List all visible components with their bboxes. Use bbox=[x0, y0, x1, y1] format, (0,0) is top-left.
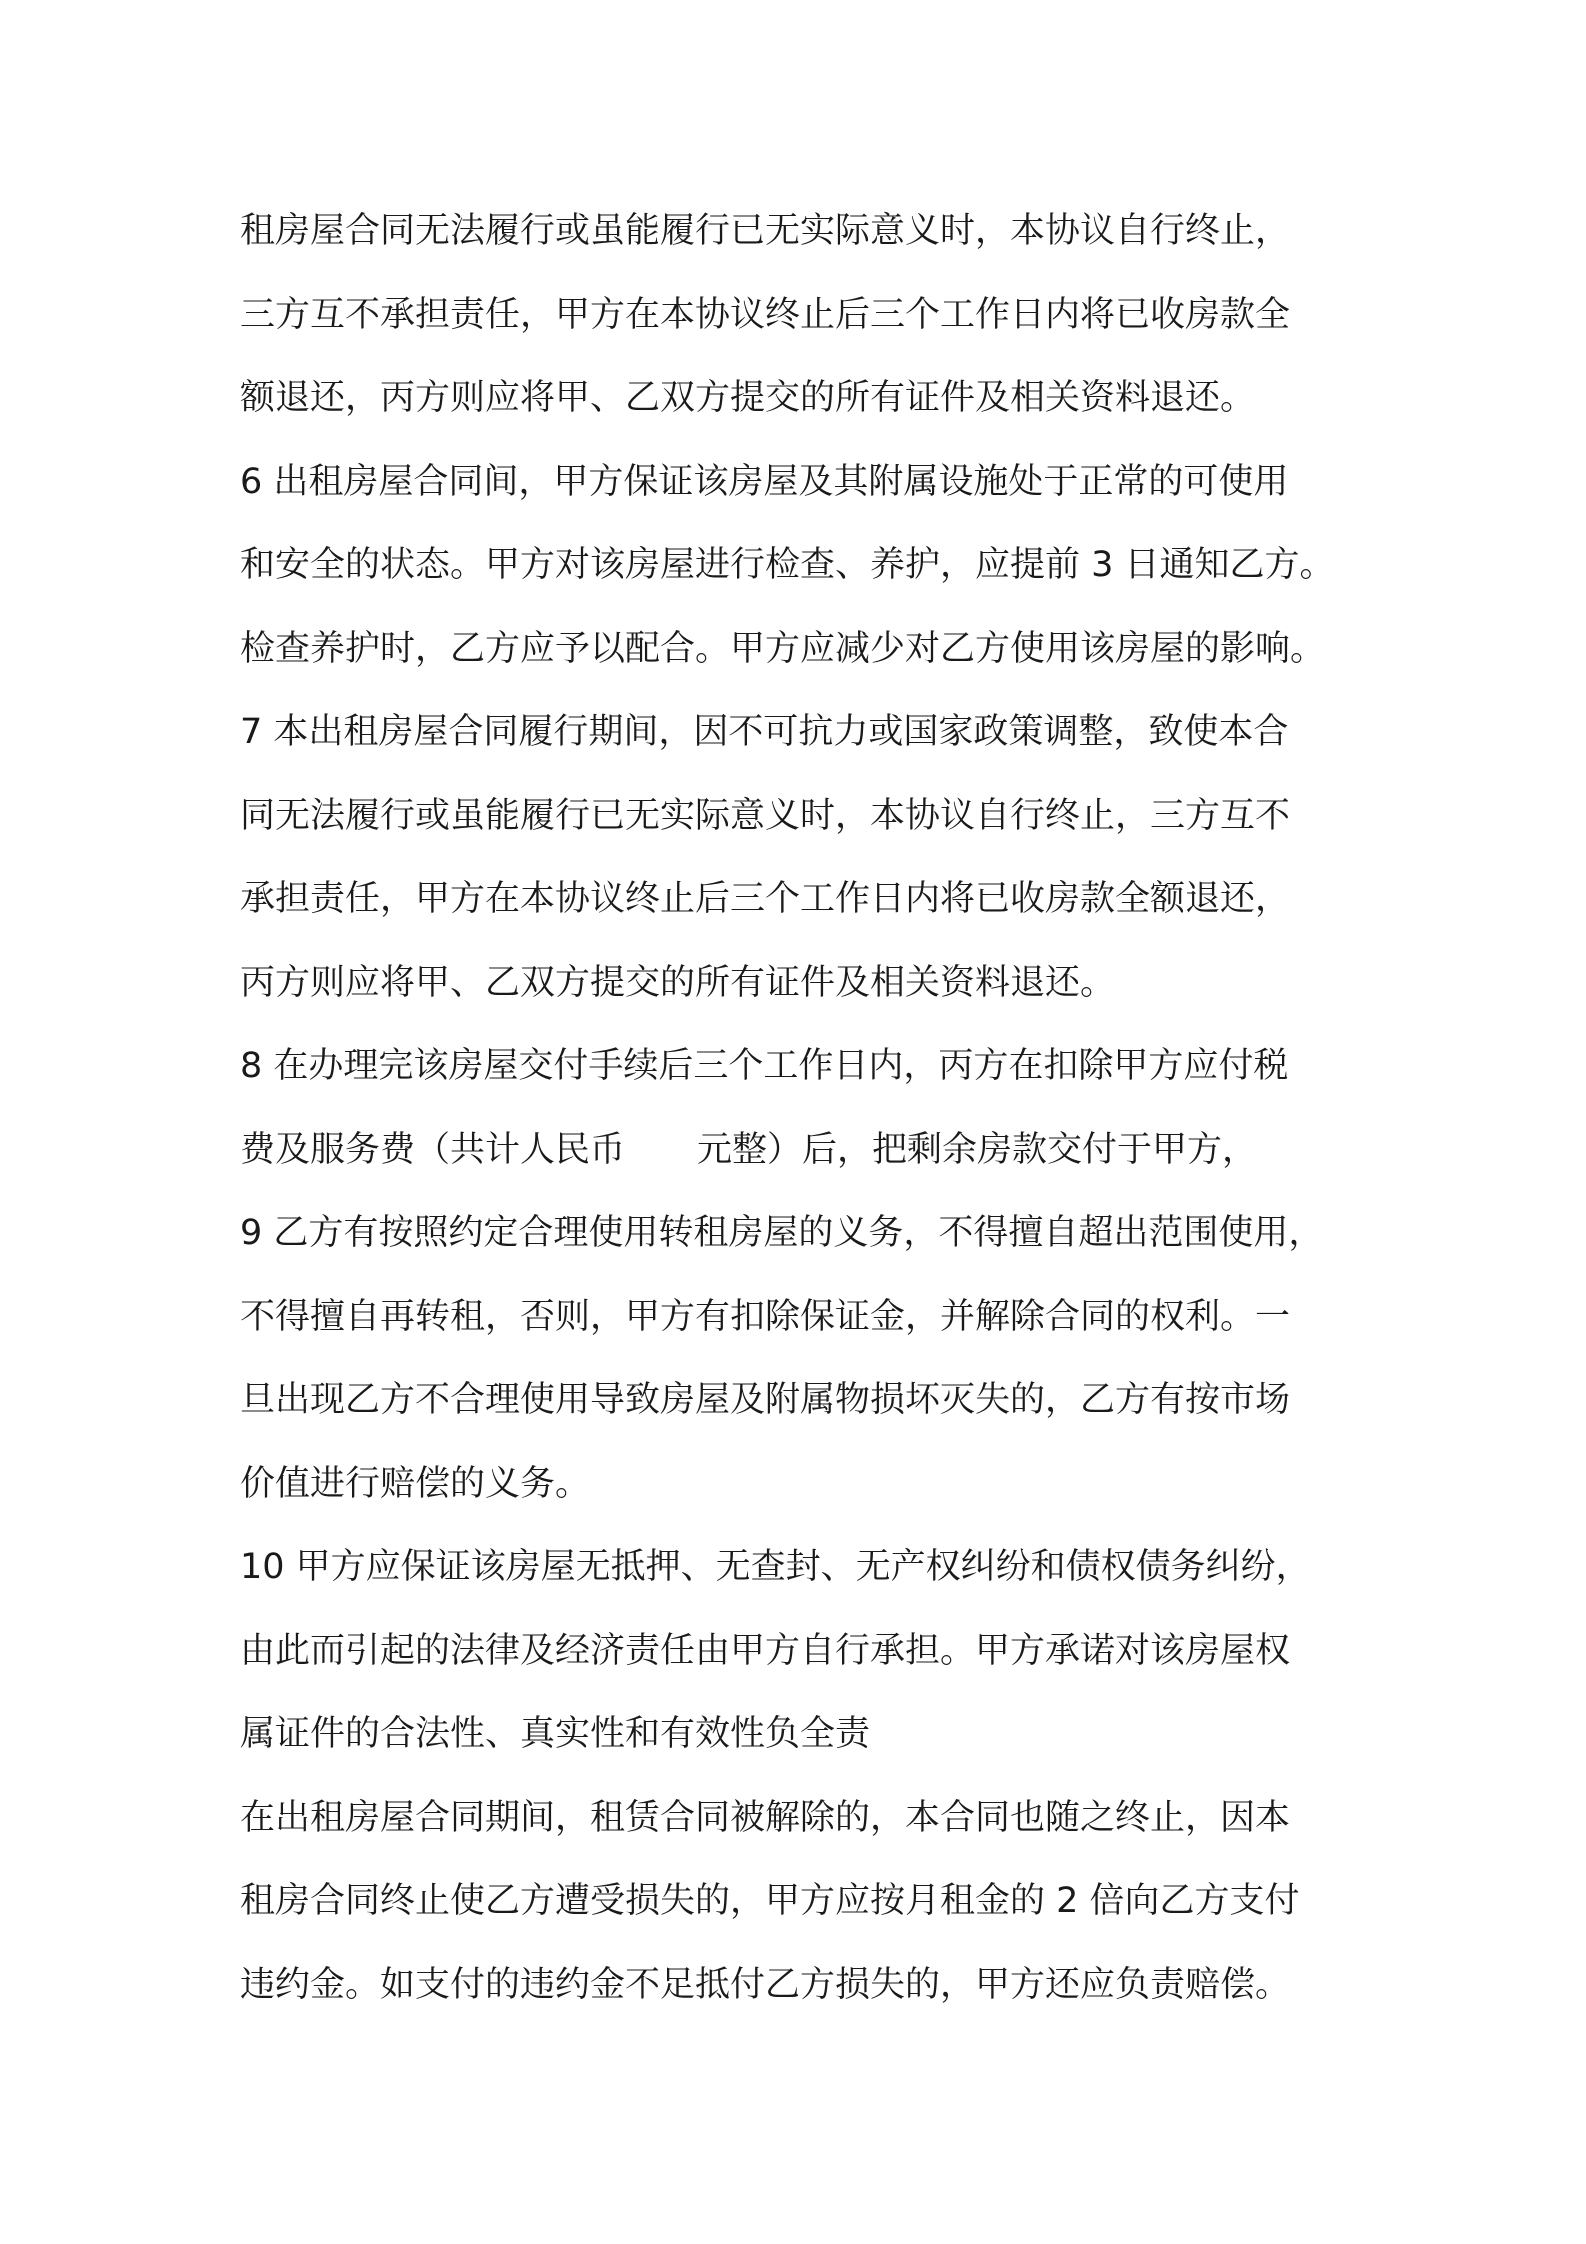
clause-7-line-2: 同无法履行或虽能履行已无实际意义时，本协议自行终止，三方互不 bbox=[240, 795, 1291, 836]
clause-6-line-2: 和安全的状态。甲方对该房屋进行检查、养护，应提前 3 日通知乙方。 bbox=[240, 545, 1335, 585]
clause-10-line-3: 属证件的合法性、真实性和有效性负全责 bbox=[240, 1714, 871, 1754]
text-line-2: 三方互不承担责任，甲方在本协议终止后三个工作日内将已收房款全 bbox=[240, 294, 1291, 335]
clause-9-line-2: 不得擅自再转租，否则，甲方有扣除保证金，并解除合同的权利。一 bbox=[240, 1296, 1291, 1337]
termination-line-3: 违约金。如支付的违约金不足抵付乙方损失的，甲方还应负责赔偿。 bbox=[240, 1964, 1291, 2005]
fee-text-after: 元整）后，把剩余房款交付于甲方， bbox=[697, 1129, 1258, 1170]
clause-7-line-3: 承担责任，甲方在本协议终止后三个工作日内将已收房款全额退还， bbox=[240, 879, 1291, 919]
clause-9-line-4: 价值进行赔偿的义务。 bbox=[240, 1463, 591, 1504]
clause-10-line-2: 由此而引起的法律及经济责任由甲方自行承担。甲方承诺对该房屋权 bbox=[240, 1630, 1291, 1671]
termination-line-2: 租房合同终止使乙方遭受损失的，甲方应按月租金的 2 倍向乙方支付 bbox=[240, 1881, 1300, 1921]
clause-6-line-1: 6 出租房屋合同间，甲方保证该房屋及其附属设施处于正常的可使用 bbox=[240, 461, 1289, 502]
text-line-3: 额退还，丙方则应将甲、乙双方提交的所有证件及相关资料退还。 bbox=[240, 378, 1256, 418]
clause-9-line-1: 9 乙方有按照约定合理使用转租房屋的义务，不得擅自超出范围使用， bbox=[240, 1213, 1324, 1253]
fee-text-before: 费及服务费（共计人民币 bbox=[240, 1129, 626, 1170]
clause-8-fee-line bbox=[240, 1119, 1380, 1203]
clause-8-line-1: 8 在办理完该房屋交付手续后三个工作日内，丙方在扣除甲方应付税 bbox=[240, 1046, 1289, 1086]
document-body bbox=[240, 200, 1380, 2037]
termination-line-1: 在出租房屋合同期间，租赁合同被解除的，本合同也随之终止，因本 bbox=[240, 1797, 1291, 1838]
clause-10-line-1: 10 甲方应保证该房屋无抵押、无查封、无产权纠纷和债权债务纠纷， bbox=[240, 1547, 1311, 1587]
clause-9-line-3: 旦出现乙方不合理使用导致房屋及附属物损坏灭失的，乙方有按市场 bbox=[240, 1380, 1291, 1420]
text-line-1: 租房屋合同无法履行或虽能履行已无实际意义时，本协议自行终止， bbox=[240, 211, 1291, 251]
clause-6-line-3: 检查养护时，乙方应予以配合。甲方应减少对乙方使用该房屋的影响。 bbox=[240, 628, 1326, 669]
clause-7-line-1: 7 本出租房屋合同履行期间，因不可抗力或国家政策调整，致使本合 bbox=[240, 712, 1289, 752]
clause-7-line-4: 丙方则应将甲、乙双方提交的所有证件及相关资料退还。 bbox=[240, 962, 1116, 1003]
